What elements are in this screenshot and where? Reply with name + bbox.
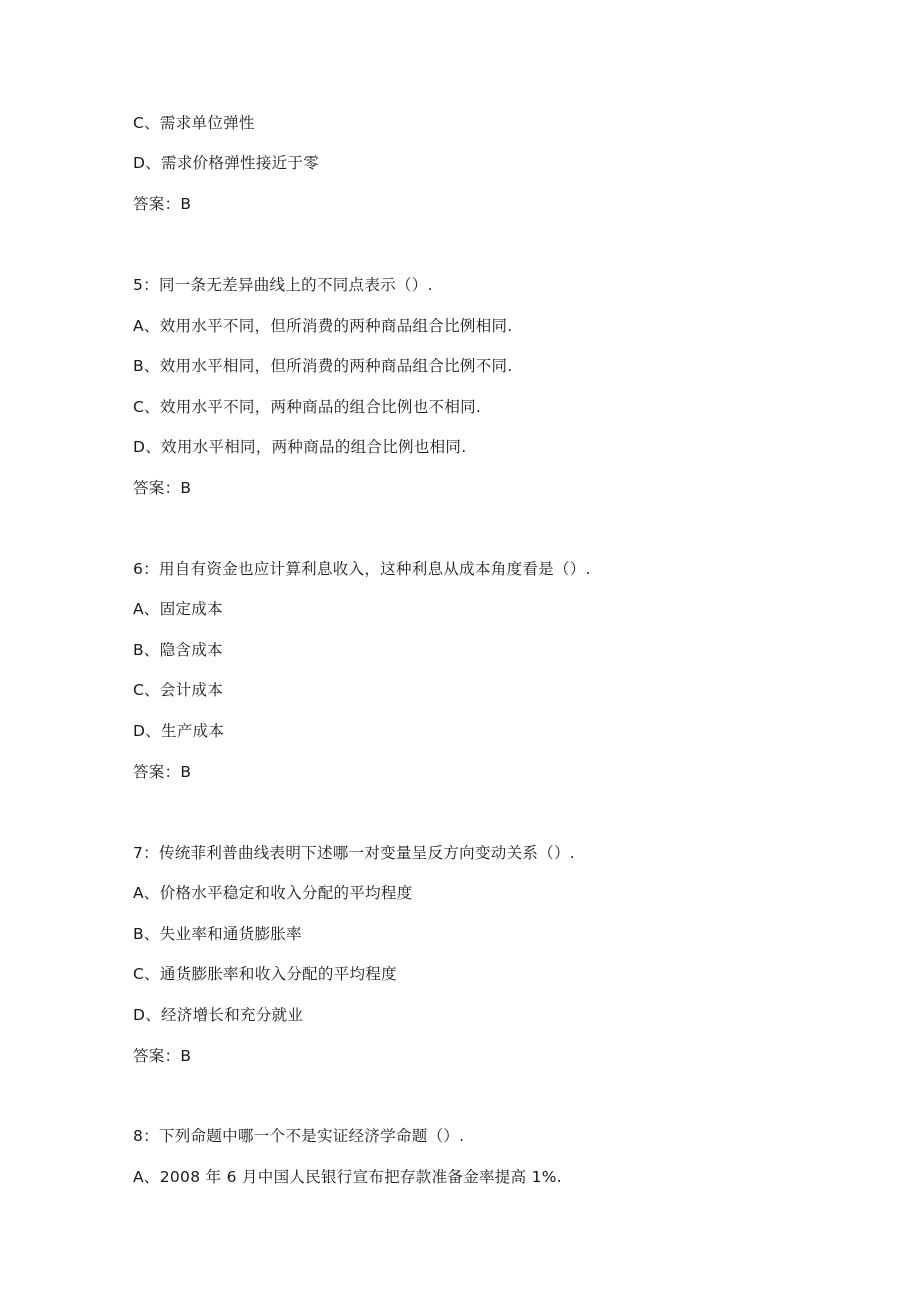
q4-answer: 答案：B <box>133 195 192 213</box>
q5-option-c: C、效用水平不同，两种商品的组合比例也不相同. <box>133 398 482 416</box>
q7-answer: 答案：B <box>133 1047 192 1065</box>
q6-option-b: B、隐含成本 <box>133 641 223 659</box>
q6-option-d: D、生产成本 <box>133 722 225 740</box>
q7-option-c: C、通货膨胀率和收入分配的平均程度 <box>133 965 397 983</box>
q5-option-b: B、效用水平相同，但所消费的两种商品组合比例不同. <box>133 357 513 375</box>
q6-option-c: C、会计成本 <box>133 681 224 699</box>
q6-answer: 答案：B <box>133 763 192 781</box>
q6-option-a: A、固定成本 <box>133 600 223 618</box>
q7-question: 7：传统菲利普曲线表明下述哪一对变量呈反方向变动关系（）. <box>133 844 575 862</box>
q4-option-d: D、需求价格弹性接近于零 <box>133 154 320 172</box>
q7-option-a: A、价格水平稳定和收入分配的平均程度 <box>133 884 413 902</box>
q5-question: 5：同一条无差异曲线上的不同点表示（）. <box>133 276 433 294</box>
q8-question: 8：下列命题中哪一个不是实证经济学命题（）. <box>133 1127 465 1145</box>
q5-answer: 答案：B <box>133 479 192 497</box>
q5-option-d: D、效用水平相同，两种商品的组合比例也相同. <box>133 438 467 456</box>
q8-option-a: A、2008 年 6 月中国人民银行宣布把存款准备金率提高 1%. <box>133 1168 563 1186</box>
q6-question: 6：用自有资金也应计算利息收入，这种利息从成本角度看是（）. <box>133 560 591 578</box>
q5-option-a: A、效用水平不同，但所消费的两种商品组合比例相同. <box>133 317 513 335</box>
q4-option-c: C、需求单位弹性 <box>133 114 255 132</box>
q7-option-d: D、经济增长和充分就业 <box>133 1006 304 1024</box>
q7-option-b: B、失业率和通货膨胀率 <box>133 925 302 943</box>
